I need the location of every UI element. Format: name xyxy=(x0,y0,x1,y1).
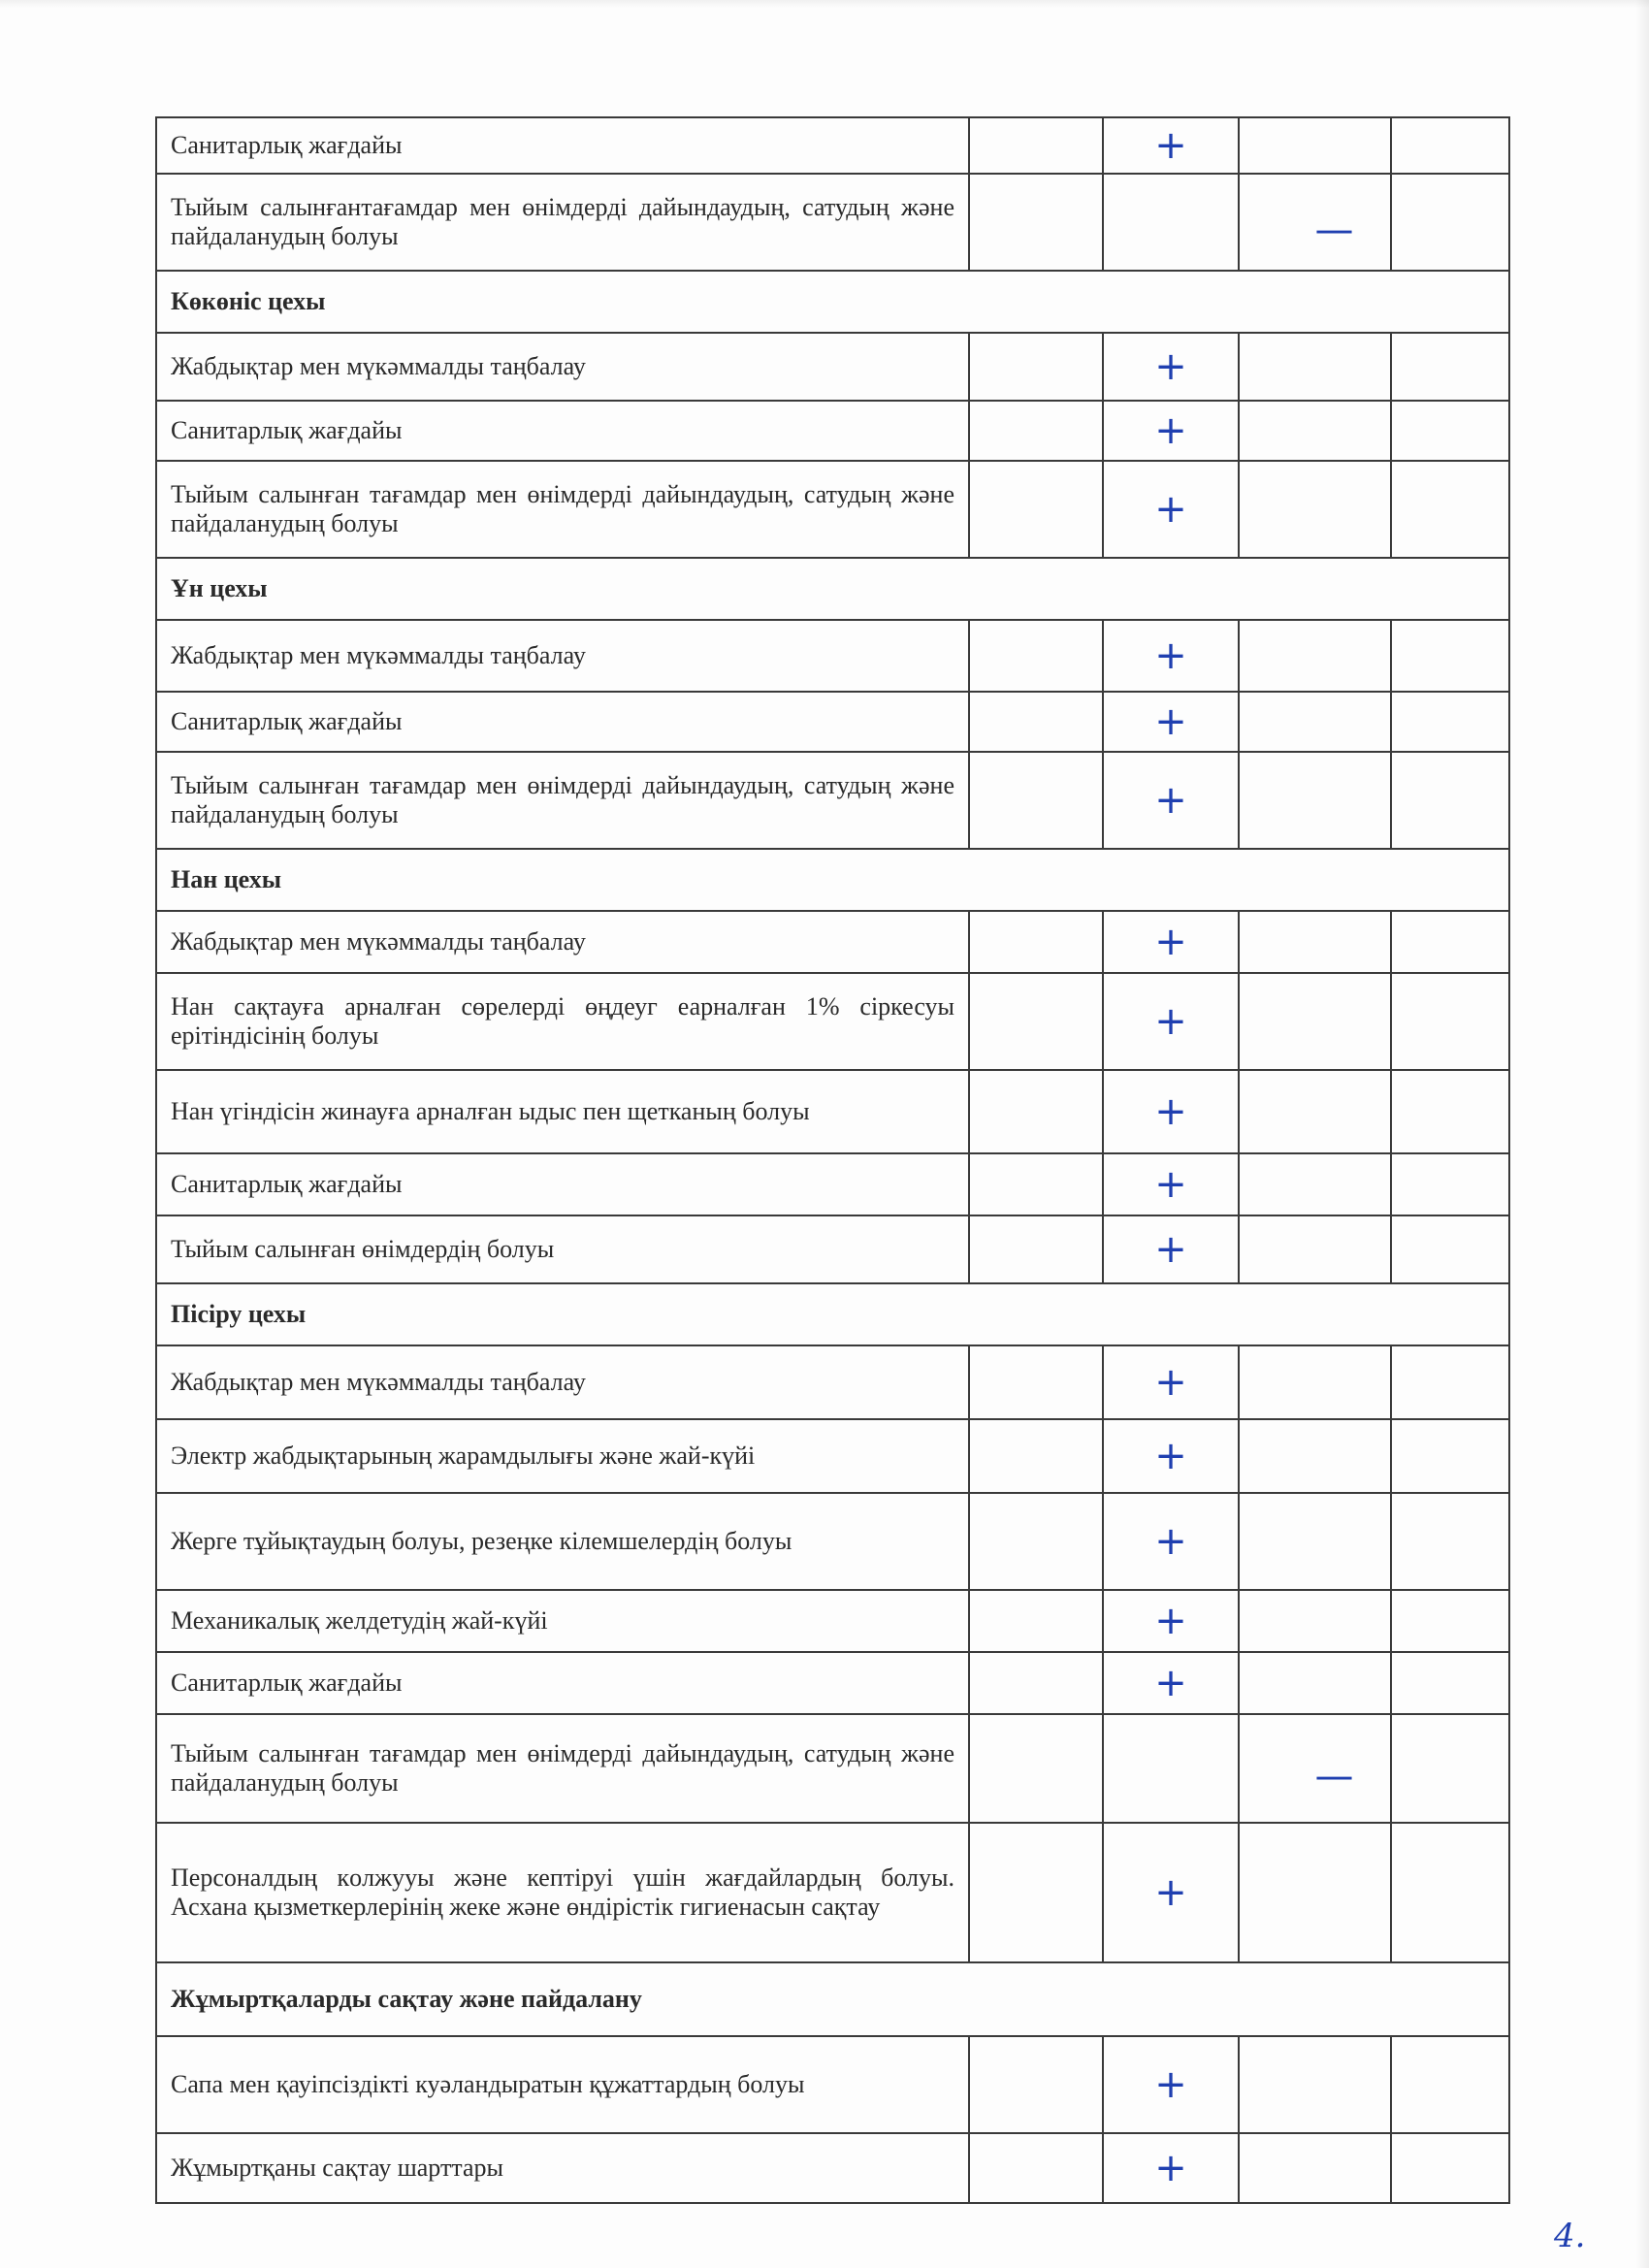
criterion-label: Тыйым салынған өнімдердің болуы xyxy=(156,1215,969,1283)
empty-cell xyxy=(1391,1493,1509,1590)
empty-cell xyxy=(1239,1215,1391,1283)
section-title: Көкөніс цехы xyxy=(156,271,1509,333)
scan-shadow-edge xyxy=(1635,0,1649,2268)
empty-cell xyxy=(969,333,1103,401)
plus-mark: + xyxy=(1154,999,1187,1044)
criterion-label: Тыйым салынған тағамдар мен өнімдерді дайындаудың, сатудың және пайдаланудың болуы xyxy=(156,461,969,558)
empty-cell xyxy=(1239,333,1391,401)
plus-mark-cell xyxy=(1103,1823,1239,1962)
inspection-checklist-table xyxy=(155,116,1510,2204)
plus-mark-cell xyxy=(1103,692,1239,752)
scan-shadow-top xyxy=(0,0,1649,8)
plus-mark: + xyxy=(1154,123,1187,168)
table-row xyxy=(156,174,1509,271)
empty-cell xyxy=(1391,1153,1509,1215)
empty-cell xyxy=(1239,752,1391,849)
plus-mark-cell xyxy=(1103,620,1239,692)
plus-mark-cell xyxy=(1103,1153,1239,1215)
table-row xyxy=(156,1419,1509,1493)
table-row xyxy=(156,1823,1509,1962)
empty-cell xyxy=(1239,2133,1391,2203)
plus-mark-cell xyxy=(1103,2133,1239,2203)
criterion-label: Нан үгіндісін жинауға арналған ыдыс пен щетканың болуы xyxy=(156,1070,969,1153)
empty-cell xyxy=(1391,461,1509,558)
criterion-label: Жерге тұйықтаудың болуы, резеңке кілемшелердің болуы xyxy=(156,1493,969,1590)
criterion-label: Санитарлық жағдайы xyxy=(156,401,969,461)
section-row xyxy=(156,558,1509,620)
empty-cell xyxy=(969,1823,1103,1962)
plus-mark: + xyxy=(1154,344,1187,389)
table-row xyxy=(156,2133,1509,2203)
table-row xyxy=(156,1215,1509,1283)
empty-cell xyxy=(1391,1215,1509,1283)
section-row xyxy=(156,849,1509,911)
section-title: Пісіру цехы xyxy=(156,1283,1509,1345)
empty-cell xyxy=(1391,911,1509,973)
plus-mark-cell xyxy=(1103,752,1239,849)
criterion-label: Жабдықтар мен мүкәммалды таңбалау xyxy=(156,911,969,973)
criterion-label: Нан сақтауға арналған сөрелерді өңдеуг еарналған 1% сіркесуы ерітіндісінің болуы xyxy=(156,973,969,1070)
plus-mark-cell xyxy=(1103,401,1239,461)
empty-cell xyxy=(1103,1714,1239,1823)
criterion-label: Сапа мен қауіпсіздікті куәландыратын құжаттардың болуы xyxy=(156,2036,969,2133)
empty-cell xyxy=(1239,911,1391,973)
empty-cell xyxy=(1391,1345,1509,1419)
empty-cell xyxy=(1391,2133,1509,2203)
section-title: Нан цехы xyxy=(156,849,1509,911)
plus-mark: + xyxy=(1154,778,1187,823)
empty-cell xyxy=(969,1714,1103,1823)
table-row xyxy=(156,692,1509,752)
plus-mark-cell xyxy=(1103,333,1239,401)
table-row xyxy=(156,333,1509,401)
plus-mark-cell xyxy=(1103,973,1239,1070)
empty-cell xyxy=(1103,174,1239,271)
empty-cell xyxy=(1391,692,1509,752)
empty-cell xyxy=(1239,401,1391,461)
section-row xyxy=(156,1962,1509,2036)
plus-mark-cell xyxy=(1103,1215,1239,1283)
empty-cell xyxy=(1391,752,1509,849)
empty-cell xyxy=(1239,117,1391,174)
page-number: 4. xyxy=(1554,2217,1586,2255)
empty-cell xyxy=(969,2036,1103,2133)
minus-mark-cell xyxy=(1239,174,1391,271)
empty-cell xyxy=(969,692,1103,752)
criterion-label: Санитарлық жағдайы xyxy=(156,1153,969,1215)
table-row xyxy=(156,1153,1509,1215)
checklist-body xyxy=(156,117,1509,2203)
empty-cell xyxy=(1239,1070,1391,1153)
empty-cell xyxy=(969,752,1103,849)
plus-mark: + xyxy=(1154,1661,1187,1705)
empty-cell xyxy=(969,1345,1103,1419)
empty-cell xyxy=(1239,973,1391,1070)
empty-cell xyxy=(1391,2036,1509,2133)
empty-cell xyxy=(969,174,1103,271)
empty-cell xyxy=(969,2133,1103,2203)
plus-mark: + xyxy=(1154,2062,1187,2107)
empty-cell xyxy=(1391,1652,1509,1714)
section-title: Ұн цехы xyxy=(156,558,1509,620)
empty-cell xyxy=(969,1652,1103,1714)
table-row xyxy=(156,1345,1509,1419)
criterion-label: Санитарлық жағдайы xyxy=(156,1652,969,1714)
table-row xyxy=(156,1493,1509,1590)
table-row xyxy=(156,752,1509,849)
empty-cell xyxy=(1239,1345,1391,1419)
plus-mark: + xyxy=(1154,1870,1187,1915)
empty-cell xyxy=(1239,1823,1391,1962)
empty-cell xyxy=(1239,1493,1391,1590)
plus-mark: + xyxy=(1154,1519,1187,1564)
criterion-label: Механикалық желдетудің жай-күйі xyxy=(156,1590,969,1652)
table-row xyxy=(156,461,1509,558)
plus-mark: + xyxy=(1154,920,1187,964)
table-row xyxy=(156,911,1509,973)
plus-mark-cell xyxy=(1103,117,1239,174)
empty-cell xyxy=(1239,1652,1391,1714)
empty-cell xyxy=(1391,174,1509,271)
criterion-label: Жабдықтар мен мүкәммалды таңбалау xyxy=(156,1345,969,1419)
plus-mark: + xyxy=(1154,1434,1187,1478)
plus-mark: + xyxy=(1154,2146,1187,2190)
empty-cell xyxy=(1239,1419,1391,1493)
plus-mark: + xyxy=(1154,408,1187,453)
minus-mark-cell xyxy=(1239,1714,1391,1823)
empty-cell xyxy=(1239,2036,1391,2133)
criterion-label: Санитарлық жағдайы xyxy=(156,117,969,174)
plus-mark: + xyxy=(1154,1599,1187,1643)
empty-cell xyxy=(969,461,1103,558)
table-row xyxy=(156,401,1509,461)
table-row xyxy=(156,973,1509,1070)
plus-mark: + xyxy=(1154,1162,1187,1207)
plus-mark: + xyxy=(1154,1089,1187,1134)
empty-cell xyxy=(969,1070,1103,1153)
section-title: Жұмыртқаларды сақтау және пайдалану xyxy=(156,1962,1509,2036)
empty-cell xyxy=(1391,1419,1509,1493)
table-row xyxy=(156,620,1509,692)
plus-mark-cell xyxy=(1103,1345,1239,1419)
criterion-label: Тыйым салынған тағамдар мен өнімдерді дайындаудың, сатудың және пайдаланудың болуы xyxy=(156,752,969,849)
plus-mark-cell xyxy=(1103,911,1239,973)
criterion-label: Персоналдың кoлжууы және кептіруі үшін жағдайлардың болуы. Асхана қызметкерлерінің жеке және өндірістік гигиенасын сақтау xyxy=(156,1823,969,1962)
criterion-label: Жабдықтар мен мүкәммалды таңбалау xyxy=(156,333,969,401)
empty-cell xyxy=(969,1153,1103,1215)
plus-mark-cell xyxy=(1103,1419,1239,1493)
plus-mark-cell xyxy=(1103,461,1239,558)
empty-cell xyxy=(969,911,1103,973)
plus-mark-cell xyxy=(1103,1652,1239,1714)
criterion-label: Жұмыртқаны сақтау шарттары xyxy=(156,2133,969,2203)
empty-cell xyxy=(969,117,1103,174)
table-row xyxy=(156,2036,1509,2133)
minus-mark: — xyxy=(1314,1754,1354,1798)
empty-cell xyxy=(1391,973,1509,1070)
empty-cell xyxy=(969,401,1103,461)
table-row xyxy=(156,1714,1509,1823)
table-row xyxy=(156,117,1509,174)
section-row xyxy=(156,271,1509,333)
plus-mark: + xyxy=(1154,699,1187,744)
plus-mark-cell xyxy=(1103,1590,1239,1652)
empty-cell xyxy=(1391,117,1509,174)
empty-cell xyxy=(1239,620,1391,692)
table-row xyxy=(156,1590,1509,1652)
empty-cell xyxy=(1391,1590,1509,1652)
empty-cell xyxy=(1239,1153,1391,1215)
plus-mark: + xyxy=(1154,633,1187,678)
criterion-label: Электр жабдықтарының жарамдылығы және жай-күйі xyxy=(156,1419,969,1493)
plus-mark-cell xyxy=(1103,1493,1239,1590)
plus-mark: + xyxy=(1154,487,1187,532)
empty-cell xyxy=(1391,1070,1509,1153)
empty-cell xyxy=(1391,333,1509,401)
empty-cell xyxy=(969,1215,1103,1283)
plus-mark-cell xyxy=(1103,2036,1239,2133)
empty-cell xyxy=(1391,620,1509,692)
plus-mark-cell xyxy=(1103,1070,1239,1153)
empty-cell xyxy=(1239,461,1391,558)
empty-cell xyxy=(1239,1590,1391,1652)
table-row xyxy=(156,1070,1509,1153)
empty-cell xyxy=(1391,401,1509,461)
empty-cell xyxy=(1239,692,1391,752)
criterion-label: Санитарлық жағдайы xyxy=(156,692,969,752)
criterion-label: Жабдықтар мен мүкәммалды таңбалау xyxy=(156,620,969,692)
plus-mark: + xyxy=(1154,1360,1187,1405)
criterion-label: Тыйым салынған тағамдар мен өнімдерді дайындаудың, сатудың және пайдаланудың болуы xyxy=(156,1714,969,1823)
empty-cell xyxy=(969,1590,1103,1652)
criterion-label: Тыйым салынғантағамдар мен өнімдерді дайындаудың, сатудың және пайдаланудың болуы xyxy=(156,174,969,271)
table-row xyxy=(156,1652,1509,1714)
empty-cell xyxy=(969,1419,1103,1493)
empty-cell xyxy=(969,973,1103,1070)
minus-mark: — xyxy=(1314,208,1354,252)
empty-cell xyxy=(1391,1823,1509,1962)
section-row xyxy=(156,1283,1509,1345)
plus-mark: + xyxy=(1154,1227,1187,1272)
empty-cell xyxy=(969,620,1103,692)
empty-cell xyxy=(1391,1714,1509,1823)
empty-cell xyxy=(969,1493,1103,1590)
